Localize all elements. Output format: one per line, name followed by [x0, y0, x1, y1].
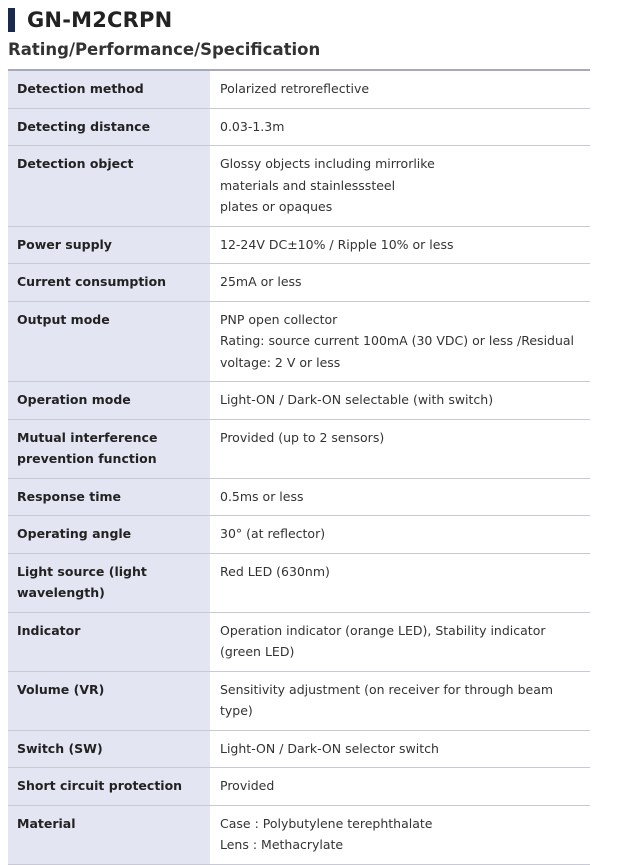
- spec-row: [8, 264, 590, 302]
- spec-label: Switch (SW): [8, 730, 210, 768]
- spec-row: [8, 419, 590, 478]
- spec-value-line: 12-24V DC±10% / Ripple 10% or less: [220, 236, 454, 252]
- spec-label: Light source (light wavelength): [8, 553, 210, 612]
- spec-value: [210, 108, 590, 146]
- spec-label: Output mode: [8, 301, 210, 382]
- spec-label: Detecting distance: [8, 108, 210, 146]
- spec-value-line: Light-ON / Dark-ON selector switch: [220, 740, 439, 756]
- spec-value-line: Glossy objects including mirrorlike: [220, 156, 435, 171]
- spec-value: [210, 768, 590, 806]
- spec-row: [8, 226, 590, 264]
- spec-value-line: 25mA or less: [220, 274, 302, 289]
- spec-label: Indicator: [8, 612, 210, 671]
- spec-label: Short circuit protection: [8, 768, 210, 806]
- spec-row: [8, 108, 590, 146]
- spec-row: [8, 768, 590, 806]
- spec-value: [210, 516, 590, 554]
- spec-value-line: Polarized retroreflective: [220, 81, 370, 96]
- spec-value: [210, 805, 590, 864]
- spec-row: [8, 146, 590, 227]
- spec-value-line: 30° (at reflector): [220, 526, 326, 541]
- spec-label: Detection method: [8, 70, 210, 108]
- section-title: Rating/Performance/Specification: [8, 40, 321, 59]
- spec-label: Power supply: [8, 226, 210, 264]
- spec-label: Mutual interference prevention function: [8, 419, 210, 478]
- spec-value-line: Light-ON / Dark-ON selectable (with switch): [220, 392, 494, 407]
- spec-value: [210, 146, 590, 227]
- model-name: GN-M2CRPN: [27, 8, 173, 32]
- spec-value-line: Rating: source current 100mA (30 VDC) or less /Residual voltage: 2 V or less: [220, 333, 575, 370]
- model-title: [8, 6, 172, 34]
- spec-value-line: Provided: [220, 778, 275, 793]
- spec-table: [8, 69, 590, 865]
- spec-value-line: Sensitivity adjustment (on receiver for through beam type): [220, 681, 554, 718]
- spec-row: [8, 516, 590, 554]
- spec-value-line: materials and stainlesssteel: [220, 177, 396, 193]
- spec-row: [8, 301, 590, 382]
- spec-label: Volume (VR): [8, 671, 210, 730]
- spec-value-line: Operation indicator (orange LED), Stability indicator (green LED): [220, 622, 546, 659]
- spec-label: Detection object: [8, 146, 210, 227]
- spec-value-line: Lens : Methacrylate: [220, 837, 344, 852]
- spec-row: [8, 70, 590, 108]
- spec-row: [8, 671, 590, 730]
- spec-value: [210, 478, 590, 516]
- spec-value: [210, 730, 590, 768]
- spec-value-line: plates or opaques: [220, 199, 333, 214]
- spec-value: [210, 264, 590, 302]
- spec-value: [210, 301, 590, 382]
- spec-value: [210, 70, 590, 108]
- spec-label: Response time: [8, 478, 210, 516]
- spec-table-body: [8, 70, 590, 864]
- spec-row: [8, 612, 590, 671]
- spec-value: [210, 419, 590, 478]
- spec-value-line: Case : Polybutylene terephthalate: [220, 815, 433, 831]
- spec-label: Operation mode: [8, 382, 210, 420]
- spec-value-line: Red LED (630nm): [220, 563, 330, 579]
- spec-row: [8, 478, 590, 516]
- spec-row: [8, 382, 590, 420]
- spec-value-line: PNP open collector: [220, 311, 338, 327]
- spec-value-line: 0.03-1.3m: [220, 118, 285, 134]
- spec-row: [8, 553, 590, 612]
- title-accent-bar: [8, 8, 15, 32]
- spec-value: [210, 612, 590, 671]
- spec-label: Operating angle: [8, 516, 210, 554]
- spec-row: [8, 805, 590, 864]
- spec-value: [210, 226, 590, 264]
- spec-value-line: Provided (up to 2 sensors): [220, 429, 385, 445]
- spec-label: Current consumption: [8, 264, 210, 302]
- spec-value: [210, 671, 590, 730]
- spec-label: Material: [8, 805, 210, 864]
- spec-value-line: 0.5ms or less: [220, 488, 304, 504]
- spec-row: [8, 730, 590, 768]
- spec-value: [210, 382, 590, 420]
- spec-value: [210, 553, 590, 612]
